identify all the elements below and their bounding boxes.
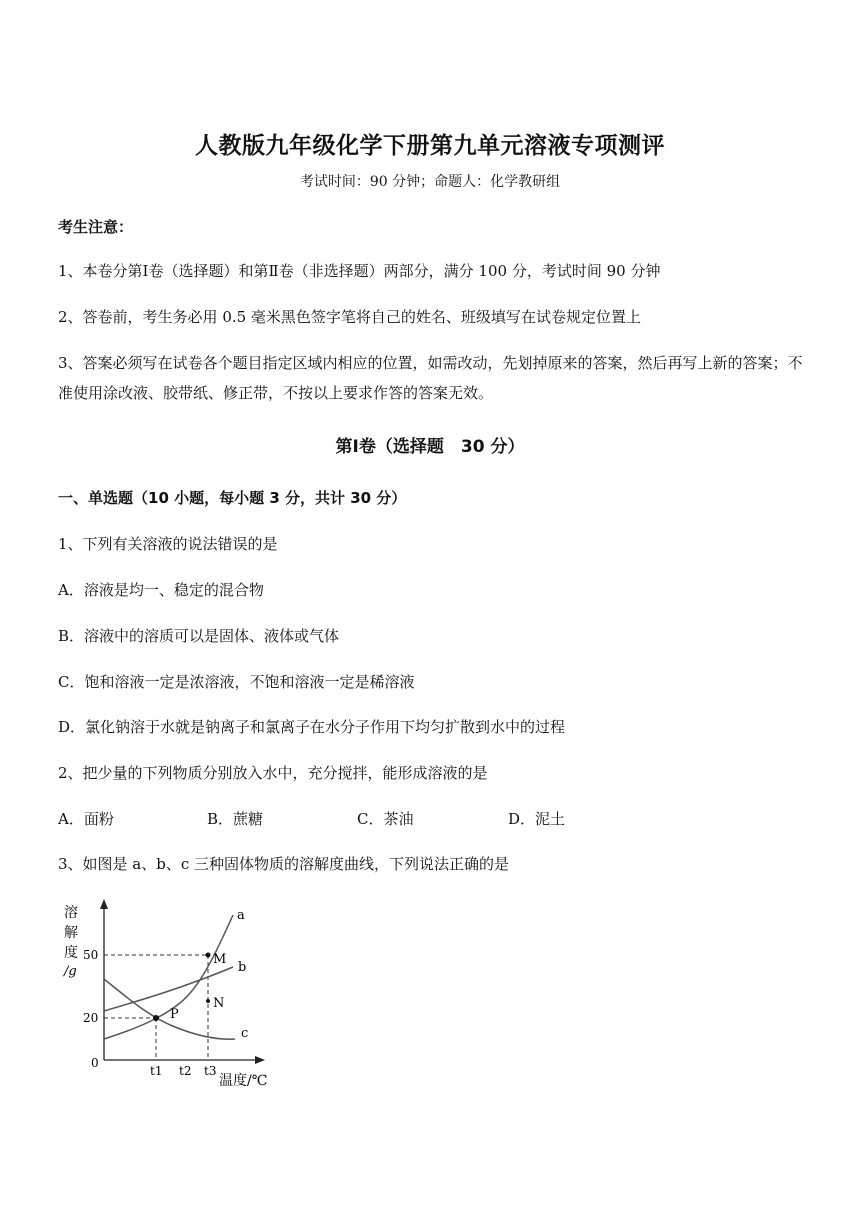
question-2-option-b: B．蔗糖 (207, 810, 264, 828)
y-label-3: 度 (64, 945, 78, 961)
question-3-stem: 3、如图是 a、b、c 三种固体物质的溶解度曲线，下列说法正确的是 (58, 855, 510, 873)
part-title: 第Ⅰ卷（选择题 30 分） (335, 437, 525, 457)
curve-label-c: c (241, 1026, 249, 1041)
notice-heading: 考生注意： (58, 218, 134, 236)
y-label-2: 解 (64, 925, 78, 941)
curve-label-b: b (238, 960, 247, 975)
y-label-4: /g (64, 964, 77, 979)
point-label-m: M (213, 952, 227, 967)
point-label-n: N (213, 996, 225, 1011)
question-2-stem: 2、把少量的下列物质分别放入水中，充分搅拌，能形成溶液的是 (58, 764, 488, 782)
point-p (153, 1015, 159, 1021)
x-tick-t2: t2 (179, 1064, 192, 1078)
solubility-curve-figure (55, 895, 285, 1095)
x-label: 温度/℃ (219, 1073, 268, 1089)
page-title: 人教版九年级化学下册第九单元溶液专项测评 (195, 133, 665, 159)
x-tick-t3: t3 (204, 1064, 217, 1078)
question-1-option-d: D．氯化钠溶于水就是钠离子和氯离子在水分子作用下均匀扩散到水中的过程 (58, 718, 566, 736)
notice-item-1: 1、本卷分第Ⅰ卷（选择题）和第Ⅱ卷（非选择题）两部分，满分 100 分，考试时间 90 分钟 (58, 262, 661, 280)
notice-item-3: 3、答案必须写在试卷各个题目指定区域内相应的位置，如需改动，先划掉原来的答案，然后再写上新的答案；不准使用涂改液、胶带纸、修正带，不按以上要求作答的答案无效。 (58, 354, 803, 402)
curve-label-a: a (237, 908, 245, 923)
y-tick-20: 20 (83, 1011, 99, 1025)
question-1-option-b: B．溶液中的溶质可以是固体、液体或气体 (58, 627, 340, 645)
point-label-p: P (170, 1007, 179, 1022)
x-tick-t1: t1 (150, 1064, 163, 1078)
question-2-option-d: D．泥土 (508, 810, 566, 828)
y-label-1: 溶 (64, 905, 78, 921)
y-axis-arrow (100, 899, 108, 909)
x-axis-arrow (255, 1056, 265, 1064)
point-n (206, 999, 210, 1003)
point-m (206, 953, 211, 958)
section-heading: 一、单选题（10 小题，每小题 3 分，共计 30 分） (58, 489, 407, 507)
curve-a (104, 915, 233, 1039)
y-tick-50: 50 (83, 948, 99, 962)
question-1-stem: 1、下列有关溶液的说法错误的是 (58, 535, 278, 553)
exam-info: 考试时间：90 分钟；命题人：化学教研组 (299, 174, 561, 190)
origin-label: 0 (91, 1056, 99, 1070)
question-1-option-c: C．饱和溶液一定是浓溶液，不饱和溶液一定是稀溶液 (58, 673, 415, 691)
question-2-option-a: A．面粉 (58, 810, 114, 828)
question-1-option-a: A．溶液是均一、稳定的混合物 (58, 581, 264, 599)
notice-item-2: 2、答卷前，考生务必用 0.5 毫米黑色签字笔将自己的姓名、班级填写在试卷规定位置上 (58, 308, 641, 326)
question-2-option-c: C．茶油 (357, 810, 414, 828)
